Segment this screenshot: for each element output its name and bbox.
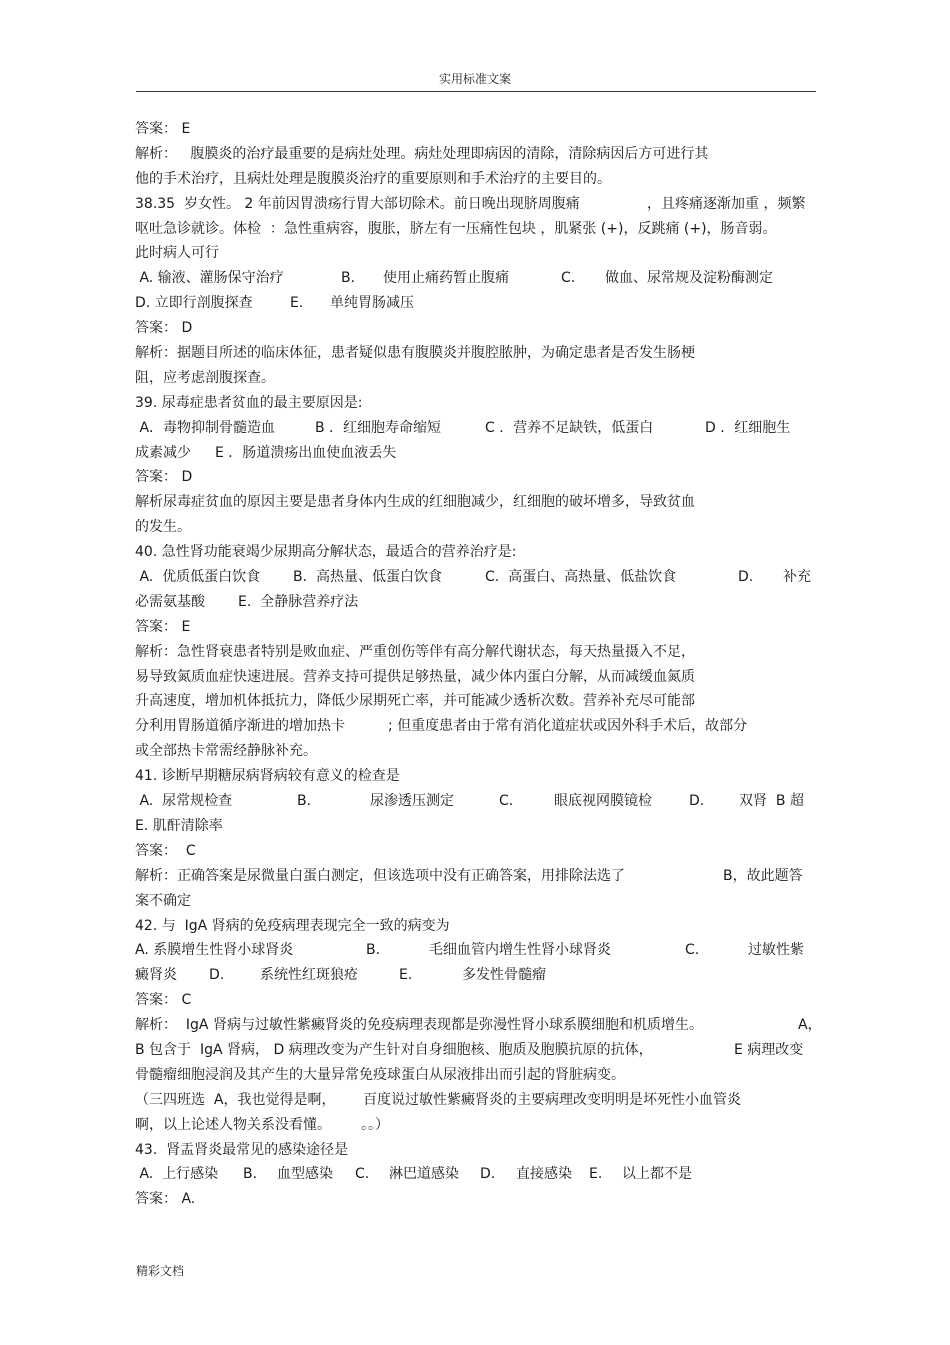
- text-segment: 眼底视网膜镜检: [554, 793, 652, 810]
- text-segment: 毛细血管内增生性肾小球肾炎: [429, 942, 611, 959]
- text-segment: 做血、尿常规及淀粉酶测定: [605, 270, 773, 287]
- text-line: [135, 590, 820, 615]
- text-segment: C. 高蛋白、高热量、低盐饮食: [485, 569, 677, 586]
- text-line: [135, 1187, 820, 1212]
- text-line: [135, 814, 820, 839]
- text-line: [135, 565, 820, 590]
- text-segment: 41. 诊断早期糖尿病肾病较有意义的检查是: [135, 768, 400, 785]
- text-segment: C.: [561, 270, 576, 287]
- text-segment: 以上都不是: [622, 1166, 692, 1183]
- text-segment: E. 肌酐清除率: [135, 817, 223, 834]
- text-segment: 使用止痛药暂止腹痛: [383, 270, 509, 287]
- text-line: [135, 192, 820, 217]
- text-segment: 答案： D: [135, 469, 193, 486]
- text-line: [135, 515, 820, 540]
- text-segment: A. 优质低蛋白饮食: [135, 569, 261, 586]
- text-line: [135, 640, 820, 665]
- text-segment: B 包含于 IgA 肾病， D 病理改变为产生针对自身细胞核、胞质及胞膜抗原的抗体，: [135, 1041, 653, 1058]
- text-segment: D. 立即行剖腹探查: [135, 295, 253, 312]
- text-line: [135, 540, 820, 565]
- text-line: [135, 1113, 820, 1138]
- text-segment: D.: [689, 793, 705, 810]
- text-segment: 答案： E: [135, 121, 191, 137]
- text-segment: 阻，应考虑剖腹探查。: [135, 369, 275, 386]
- text-segment: 多发性骨髓瘤: [462, 967, 546, 984]
- text-segment: 解析：急性肾衰患者特别是败血症、严重创伤等伴有高分解代谢状态，每天热量摄入不足，: [135, 643, 695, 660]
- text-segment: （三四班选 A，我也觉得是啊，: [135, 1091, 336, 1108]
- text-line: [135, 988, 820, 1013]
- text-line: [135, 864, 820, 889]
- text-segment: A．毒物抑制骨髓造血: [135, 419, 276, 436]
- text-segment: 淋巴道感染: [389, 1166, 459, 1183]
- text-segment: 血型感染: [277, 1166, 333, 1183]
- text-segment: 百度说过敏性紫癜肾炎的主要病理改变明明是坏死性小血管炎: [363, 1091, 741, 1108]
- text-segment: C.: [499, 793, 514, 810]
- text-segment: 尿渗透压测定: [370, 793, 454, 810]
- text-line: [135, 1063, 820, 1088]
- text-line: [135, 217, 820, 242]
- text-segment: 升高速度，增加机体抵抗力，降低少尿期死亡率，并可能减少透析次数。营养补充尽可能部: [135, 693, 695, 710]
- text-segment: A. 输液、灌肠保守治疗: [135, 270, 284, 287]
- text-segment: 必需氨基酸: [135, 593, 205, 610]
- text-segment: E 病理改变: [734, 1041, 804, 1058]
- text-segment: 。。）: [361, 1116, 389, 1133]
- text-segment: A，: [798, 1017, 822, 1034]
- text-segment: D ．红细胞生: [705, 419, 791, 436]
- text-segment: 答案： C: [135, 992, 192, 1009]
- text-segment: 答案： A.: [135, 1191, 196, 1208]
- page-footer: 精彩文档: [136, 1264, 185, 1278]
- text-segment: E. 全静脉营养疗法: [238, 593, 359, 610]
- text-segment: A. 上行感染: [135, 1166, 219, 1183]
- text-segment: C ．营养不足缺铁，低蛋白: [485, 419, 654, 436]
- text-segment: B.: [366, 942, 381, 959]
- page-header: 实用标准文案: [438, 72, 511, 86]
- text-segment: B.: [243, 1166, 258, 1183]
- text-segment: 呕吐急诊就诊。体检 ：急性重病容，腹胀，脐左有一压痛性包块 ，肌紧张 (+)，反跳痛 (+)，肠音弱。: [135, 220, 777, 237]
- text-segment: D.: [480, 1166, 496, 1183]
- text-line: [135, 167, 820, 192]
- text-segment: 解析：据题目所述的临床体征，患者疑似患有腹膜炎并腹腔脓肿，为确定患者是否发生肠梗: [135, 345, 695, 362]
- text-segment: 癜肾炎: [135, 967, 177, 984]
- text-segment: 易导致氮质血症快速进展。营养支持可提供足够热量，减少体内蛋白分解，从而减缓血氮质: [135, 668, 695, 685]
- text-segment: 39. 尿毒症患者贫血的最主要原因是:: [135, 394, 363, 411]
- text-segment: 43. 肾盂肾炎最常见的感染途径是: [135, 1141, 349, 1158]
- text-segment: 单纯胃肠减压: [330, 295, 414, 312]
- text-line: [135, 714, 820, 739]
- text-line: [135, 839, 820, 864]
- text-segment: C.: [685, 942, 700, 959]
- text-line: [135, 689, 820, 714]
- text-line: [135, 1138, 820, 1163]
- text-line: [135, 341, 820, 366]
- document-body: [135, 117, 820, 1212]
- text-line: [135, 789, 820, 814]
- text-segment: 38.35 岁女性。 2 年前因胃溃疡行胃大部切除术。前日晚出现脐周腹痛: [135, 195, 580, 212]
- text-segment: D.: [738, 569, 754, 586]
- text-line: [135, 889, 820, 914]
- text-segment: 案不确定: [135, 892, 191, 909]
- text-segment: 成素减少: [135, 444, 191, 461]
- text-segment: ; 但重度患者由于常有消化道症状或因外科手术后，故部分: [388, 718, 748, 735]
- text-segment: B ．红细胞寿命缩短: [315, 419, 442, 436]
- text-segment: B.: [341, 270, 356, 287]
- text-line: [135, 117, 820, 142]
- text-line: [135, 316, 820, 341]
- text-line: [135, 665, 820, 690]
- text-segment: 过敏性紫: [748, 942, 804, 959]
- text-line: [135, 391, 820, 416]
- text-segment: 40. 急性肾功能衰竭少尿期高分解状态，最适合的营养治疗是:: [135, 544, 517, 561]
- text-segment: 啊，以上论述人物关系没看懂。: [135, 1116, 331, 1133]
- text-segment: 分利用胃肠道循序渐进的增加热卡: [135, 718, 345, 735]
- header-rule: [136, 91, 816, 92]
- text-line: [135, 490, 820, 515]
- text-segment: ，且疼痛逐渐加重 ，频繁: [647, 195, 806, 212]
- text-segment: C.: [355, 1166, 370, 1183]
- text-segment: E.: [589, 1166, 603, 1183]
- text-line: [135, 938, 820, 963]
- text-segment: E.: [290, 295, 304, 312]
- text-line: [135, 366, 820, 391]
- text-segment: B. 高热量、低蛋白饮食: [293, 569, 442, 586]
- text-segment: 的发生。: [135, 519, 191, 536]
- text-segment: 双肾 B 超: [739, 793, 804, 810]
- text-segment: 解析：正确答案是尿微量白蛋白测定，但该选项中没有正确答案，用排除法选了: [135, 867, 625, 884]
- text-segment: 或全部热卡常需经静脉补充。: [135, 743, 317, 760]
- text-segment: 补充: [783, 569, 811, 586]
- text-segment: 解析： 腹膜炎的治疗最重要的是病灶处理。病灶处理即病因的清除，清除病因后方可进行其: [135, 145, 709, 162]
- text-segment: E ．肠道溃疡出血使血液丢失: [215, 444, 397, 461]
- text-segment: 答案： C: [135, 842, 196, 859]
- text-segment: B.: [297, 793, 312, 810]
- text-segment: 直接感染: [516, 1166, 572, 1183]
- text-segment: A. 系膜增生性肾小球肾炎: [135, 942, 294, 959]
- text-line: [135, 1038, 820, 1063]
- text-line: [135, 241, 820, 266]
- text-line: [135, 142, 820, 167]
- text-segment: 答案： E: [135, 618, 191, 635]
- text-segment: D.: [209, 967, 225, 984]
- text-segment: B，故此题答: [723, 867, 803, 884]
- text-line: [135, 416, 820, 441]
- text-line: [135, 1162, 820, 1187]
- text-segment: 他的手术治疗，且病灶处理是腹膜炎治疗的重要原则和手术治疗的主要目的。: [135, 170, 611, 187]
- text-line: [135, 764, 820, 789]
- text-segment: 解析尿毒症贫血的原因主要是患者身体内生成的红细胞减少，红细胞的破坏增多，导致贫血: [135, 494, 695, 511]
- text-segment: A. 尿常规检查: [135, 793, 233, 810]
- text-line: [135, 914, 820, 939]
- text-line: [135, 441, 820, 466]
- text-line: [135, 1088, 820, 1113]
- text-line: [135, 465, 820, 490]
- text-line: [135, 739, 820, 764]
- text-segment: 答案： D: [135, 320, 193, 337]
- text-line: [135, 291, 820, 316]
- text-segment: 42. 与 IgA 肾病的免疫病理表现完全一致的病变为: [135, 917, 450, 934]
- text-line: [135, 1013, 820, 1038]
- text-line: [135, 266, 820, 291]
- text-segment: 解析： IgA 肾病与过敏性紫癜肾炎的免疫病理表现都是弥漫性肾小球系膜细胞和机质增生。: [135, 1017, 703, 1034]
- text-segment: 骨髓瘤细胞浸润及其产生的大量异常免疫球蛋白从尿液排出而引起的肾脏病变。: [135, 1066, 625, 1083]
- text-segment: 此时病人可行: [135, 245, 219, 262]
- text-line: [135, 963, 820, 988]
- text-segment: E.: [399, 967, 413, 984]
- text-segment: 系统性红斑狼疮: [260, 967, 358, 984]
- text-line: [135, 615, 820, 640]
